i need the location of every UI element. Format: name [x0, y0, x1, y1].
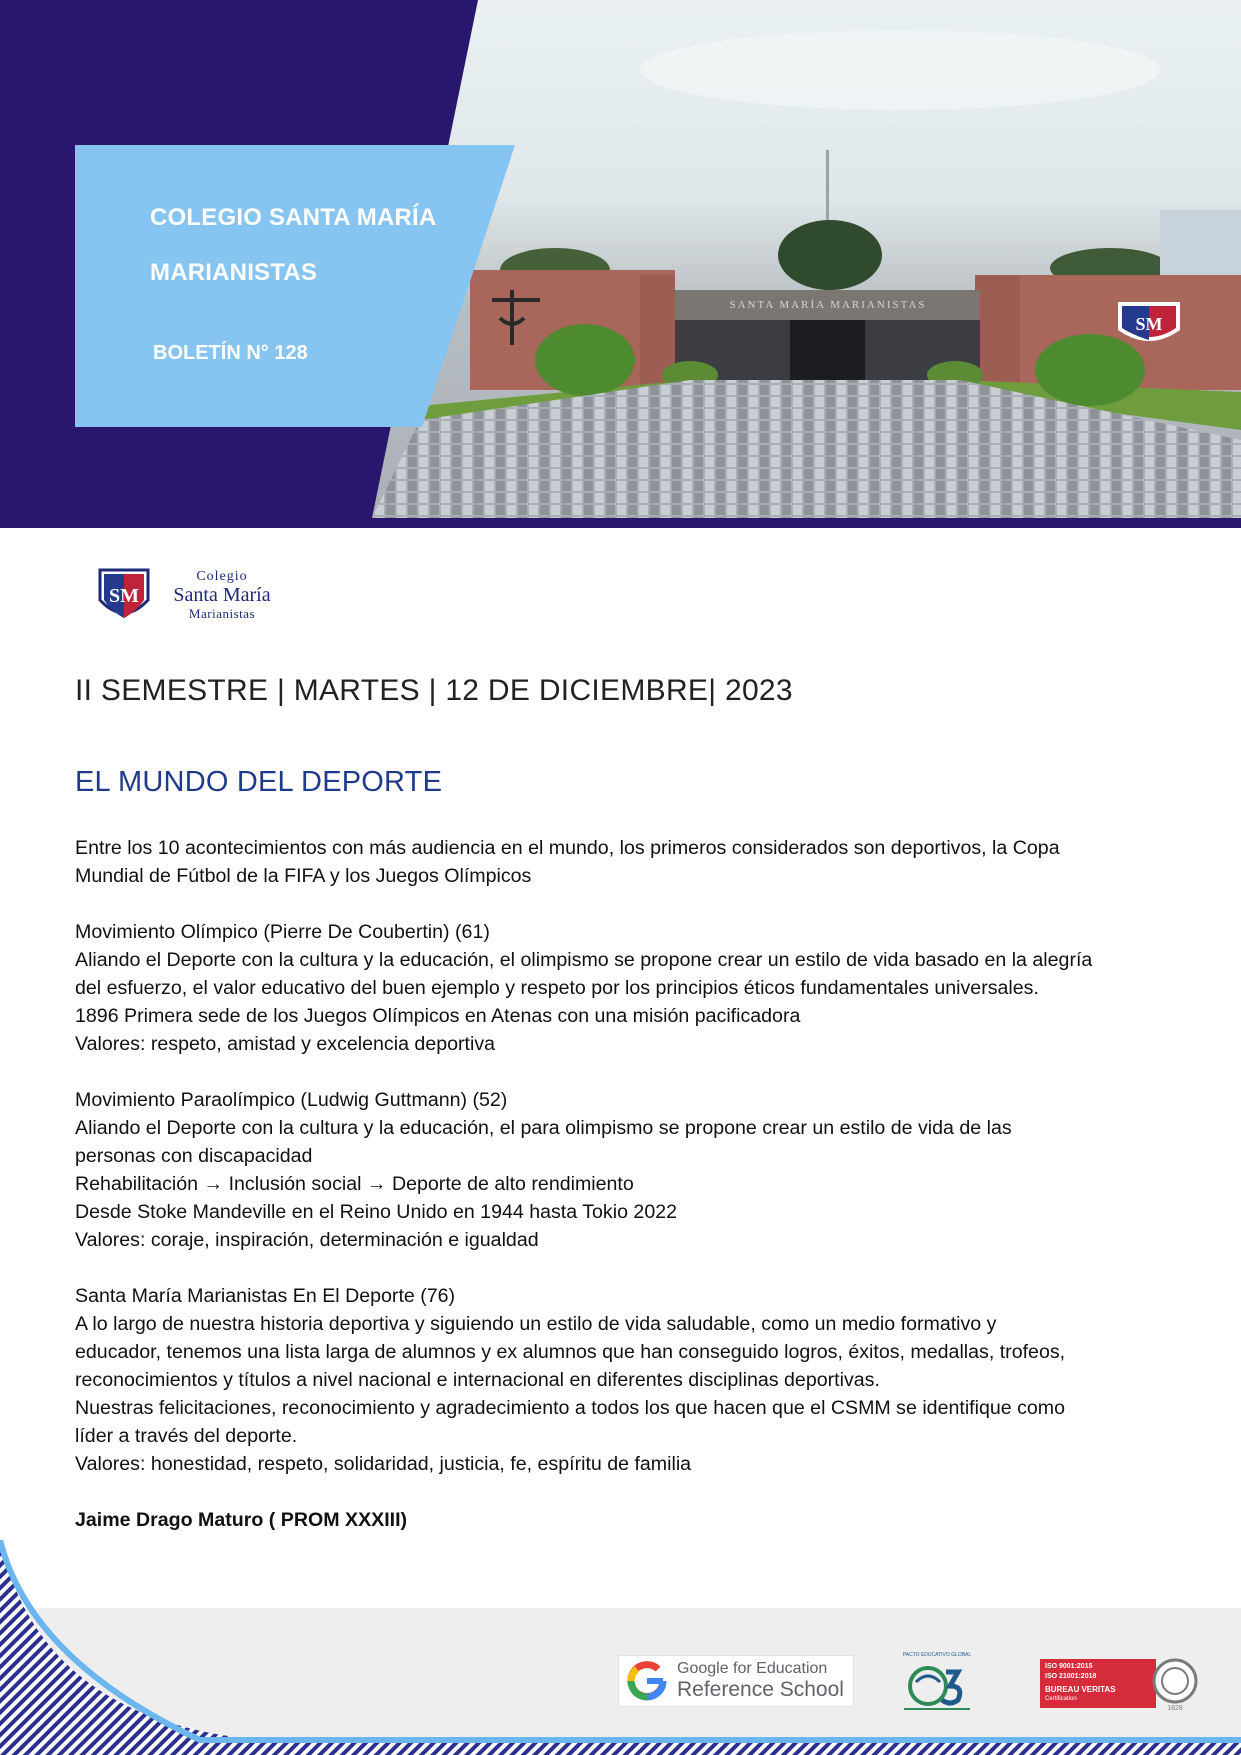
paralympic-values: Valores: coraje, inspiración, determinación e igualdad: [75, 1229, 539, 1251]
wall-crest-letters: SM: [1135, 314, 1163, 334]
bv-year: 1828: [1167, 1705, 1183, 1712]
logo-line-santa-maria: Santa María: [173, 584, 271, 606]
bulletin-number: BOLETÍN N° 128: [153, 342, 308, 364]
logo-crest-letters: SM: [109, 585, 139, 607]
school-logo: [98, 566, 298, 626]
bv-iso-9001: ISO 9001:2015: [1045, 1663, 1093, 1670]
google-line1: Google for Education: [677, 1660, 828, 1677]
google-line2: Reference School: [677, 1678, 844, 1701]
school-name-line1: COLEGIO SANTA MARÍA: [150, 204, 437, 231]
author-signature: Jaime Drago Maturo ( PROM XXXIII): [75, 1509, 408, 1531]
text-line: Aliando el Deporte con la cultura y la educación, el para olimpismo se propone crear un estilo de vida de las: [75, 1117, 1012, 1139]
csmm-values: Valores: honestidad, respeto, solidaridad, justicia, fe, espíritu de familia: [75, 1453, 692, 1475]
logo-line-marianistas: Marianistas: [188, 606, 256, 621]
csmm-paragraph: [75, 1282, 1175, 1478]
text-line: A lo largo de nuestra historia deportiva y siguiendo un estilo de vida saludable, como un medio formativo y: [75, 1313, 997, 1335]
globe-icon: [898, 1660, 976, 1714]
paralympic-paragraph: [75, 1086, 1175, 1254]
path-step-alto-rendimiento: Deporte de alto rendimiento: [391, 1173, 634, 1195]
text-line: reconocimientos y títulos a nivel nacional e internacional en diferentes disciplinas deportivas.: [75, 1369, 880, 1391]
logo-line-colegio: Colegio: [196, 569, 248, 584]
bv-label-panel: [1040, 1659, 1156, 1708]
text-line: Mundial de Fútbol de la FIFA y los Juegos Olímpicos: [75, 865, 532, 887]
text-line: líder a través del deporte.: [75, 1425, 298, 1447]
school-name: [150, 190, 480, 300]
path-step-rehabilitacion: Rehabilitación: [75, 1173, 199, 1195]
paralympic-path: [75, 1170, 1175, 1198]
bv-name: BUREAU VERITAS: [1045, 1685, 1116, 1694]
crest-icon: [98, 566, 150, 626]
text-line: Nuestras felicitaciones, reconocimiento y agradecimiento a todos los que hacen que el CSMM se identifique como: [75, 1397, 1066, 1419]
section-title: EL MUNDO DEL DEPORTE: [75, 766, 443, 798]
article-body: [75, 834, 1175, 1562]
olympic-paragraph: [75, 918, 1175, 1058]
pacto-educativo-badge: [898, 1652, 976, 1714]
bv-seal-icon: [1152, 1648, 1198, 1714]
arrow-right-icon: →: [366, 1173, 387, 1195]
text-line: Desde Stoke Mandeville en el Reino Unido en 1944 hasta Tokio 2022: [75, 1201, 678, 1223]
text-line: Aliando el Deporte con la cultura y la educación, el olimpismo se propone crear un estilo de vida basado en la alegría: [75, 949, 1093, 971]
csmm-title: Santa María Marianistas En El Deporte (76): [75, 1285, 456, 1307]
olympic-title: Movimiento Olímpico (Pierre De Coubertin) (61): [75, 921, 490, 943]
google-reference-school-badge: [618, 1655, 854, 1707]
school-name-line2: MARIANISTAS: [150, 259, 318, 286]
text-line: personas con discapacidad: [75, 1145, 313, 1167]
olympic-values: Valores: respeto, amistad y excelencia deportiva: [75, 1033, 496, 1055]
text-line: del esfuerzo, el valor educativo del buen ejemplo y respeto por los principios éticos fundamentales universales.: [75, 977, 1039, 999]
bv-iso-21001: ISO 21001:2018: [1045, 1673, 1097, 1680]
text-line: 1896 Primera sede de los Juegos Olímpicos en Atenas con una misión pacificadora: [75, 1005, 801, 1027]
pacto-caption: PACTO EDUCATIVO GLOBAL: [902, 1652, 972, 1658]
google-g-icon: [625, 1659, 669, 1703]
building-sign: SANTA MARÍA MARIANISTAS: [729, 299, 927, 311]
text-line: educador, tenemos una lista larga de alumnos y ex alumnos que han conseguido logros, éxitos, medallas, trofeos,: [75, 1341, 1066, 1363]
arrow-right-icon: →: [203, 1173, 224, 1195]
path-step-inclusion: Inclusión social: [228, 1173, 362, 1195]
bv-certification: Certification: [1045, 1696, 1077, 1702]
text-line: Entre los 10 acontecimientos con más audiencia en el mundo, los primeros considerados son deportivos, la Copa: [75, 837, 1060, 859]
intro-paragraph: [75, 834, 1175, 890]
date-line: II SEMESTRE | MARTES | 12 DE DICIEMBRE| 2023: [75, 674, 793, 707]
bureau-veritas-badge: [1040, 1648, 1196, 1714]
logo-wordmark: [152, 570, 292, 620]
paralympic-title: Movimiento Paraolímpico (Ludwig Guttmann) (52): [75, 1089, 508, 1111]
